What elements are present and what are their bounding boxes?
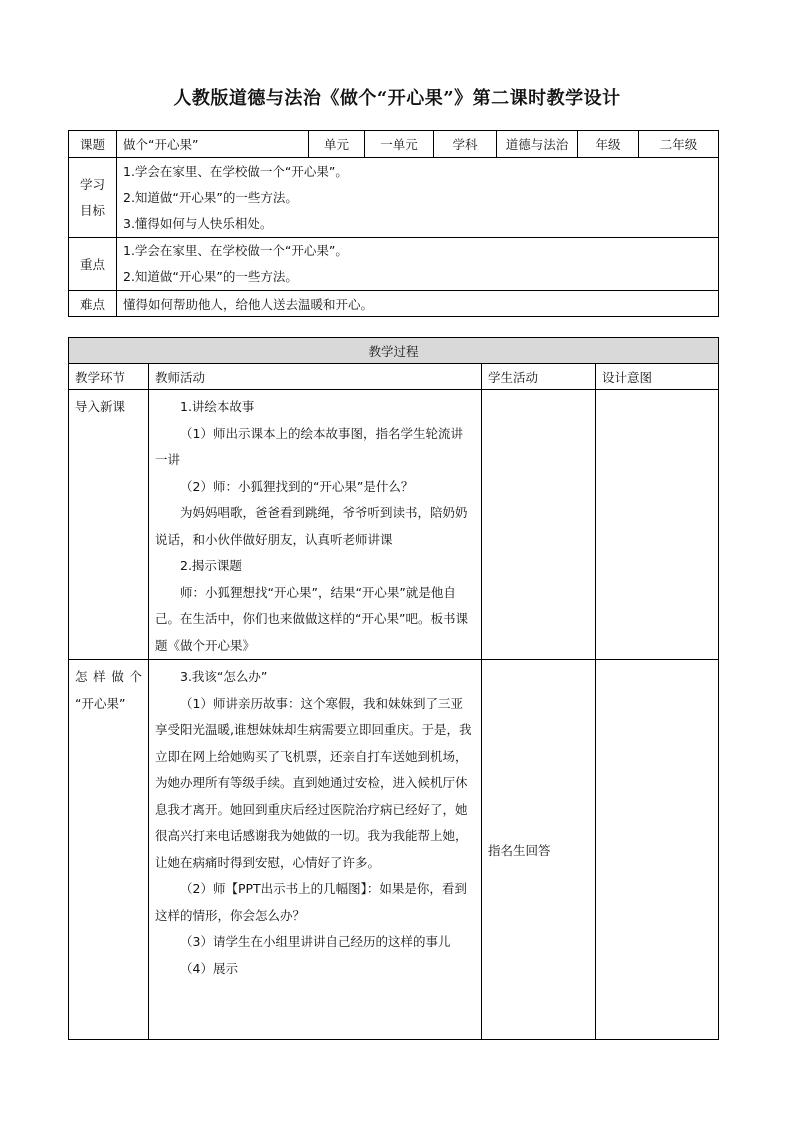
goal-item: 2.知道做“开心果”的一些方法。 [123,189,298,205]
subject-label: 学科 [434,131,497,158]
stage-label-line-1: 怎样做个 [75,669,142,684]
teacher-activity-line: （1）师讲亲历故事：这个寒假，我和妹妹到了三亚享受阳光温暖,谁想妹妹却生病需要立即回重庆。于是，我立即在网上给她购买了飞机票，还亲自打车送她到机场，为她办理所有等级手续。直到她通过安检，进入候机厅休息我才离开。她回到重庆后经过医院治疗病已经好了，她很高兴打来电话感谢我为她做的一切。我为我能帮上她，让她在病痛时得到安慰，心情好了许多。 [155,695,472,870]
difficulty-value: 懂得如何帮助他人，给他人送去温暖和开心。 [117,291,719,317]
difficulty-label: 难点 [69,291,117,317]
student-activity-cell: 指名生回答 [482,660,596,1040]
teacher-activity-line: （2）师【PPT出示书上的几幅图】：如果是你，看到这样的情形，你会怎么办？ [155,881,467,923]
key-point-item: 2.知道做“开心果”的一些方法。 [123,269,298,284]
design-intent-cell [596,660,719,1040]
goals-label [69,158,117,238]
teaching-process-table [68,337,719,1040]
grade-label: 年级 [578,131,639,158]
goals-label-line-1: 学习 [79,176,105,192]
teacher-activity-line: （4）展示 [180,960,238,976]
key-points-label: 重点 [69,238,117,291]
goals-label-line-2: 目标 [79,202,105,218]
stage-cell [69,390,149,660]
goal-item: 1.学会在家里、在学校做一个“开心果”。 [123,163,348,179]
column-header-student: 学生活动 [482,364,596,390]
teacher-activity-line: （3）请学生在小组里讲讲自己经历的这样的事儿 [180,934,451,949]
course-info-table [68,130,719,317]
teacher-activity-cell [149,660,482,1040]
column-header-intent: 设计意图 [596,364,719,390]
key-points-cell [117,238,719,291]
stage-label-line-2: “开心果” [75,695,126,711]
design-intent-cell [596,390,719,660]
unit-label: 单元 [309,131,365,158]
student-activity-cell [482,390,596,660]
unit-value: 一单元 [365,131,434,158]
teacher-activity-line: （2）师：小狐狸找到的“开心果”是什么？ [180,478,414,494]
teacher-activity-line: 为妈妈唱歌，爸爸看到跳绳，爷爷听到读书，陪奶奶说话，和小伙伴做好朋友，认真听老师讲课 [155,505,468,547]
topic-label: 课题 [69,131,117,158]
subject-value: 道德与法治 [497,131,578,158]
teacher-activity-line: （1）师出示课本上的绘本故事图，指名学生轮流讲一讲 [155,425,463,467]
topic-value: 做个“开心果” [117,131,309,158]
goal-item: 3.懂得如何与人快乐相处。 [123,215,273,231]
stage-label: 导入新课 [75,399,126,414]
teacher-activity-line: 3.我该“怎么办” [180,669,268,684]
column-header-stage: 教学环节 [69,364,149,390]
teacher-activity-line: 师：小狐狸想找“开心果”，结果“开心果”就是他自己。在生活中，你们也来做做这样的“开心果”吧。板书课题《做个开心果》 [155,584,468,653]
teacher-activity-cell [149,390,482,660]
document-title: 人教版道德与法治《做个“开心果”》第二课时教学设计 [173,88,621,109]
process-header: 教学过程 [69,338,719,364]
teacher-activity-line: 2.揭示课题 [180,558,242,573]
grade-value: 二年级 [639,131,719,158]
table-row [69,660,719,1040]
table-row [69,390,719,660]
stage-cell [69,660,149,1040]
column-header-teacher: 教师活动 [149,364,482,390]
goals-cell [117,158,719,238]
teacher-activity-line: 1.讲绘本故事 [180,399,255,414]
key-point-item: 1.学会在家里、在学校做一个“开心果”。 [123,243,348,258]
